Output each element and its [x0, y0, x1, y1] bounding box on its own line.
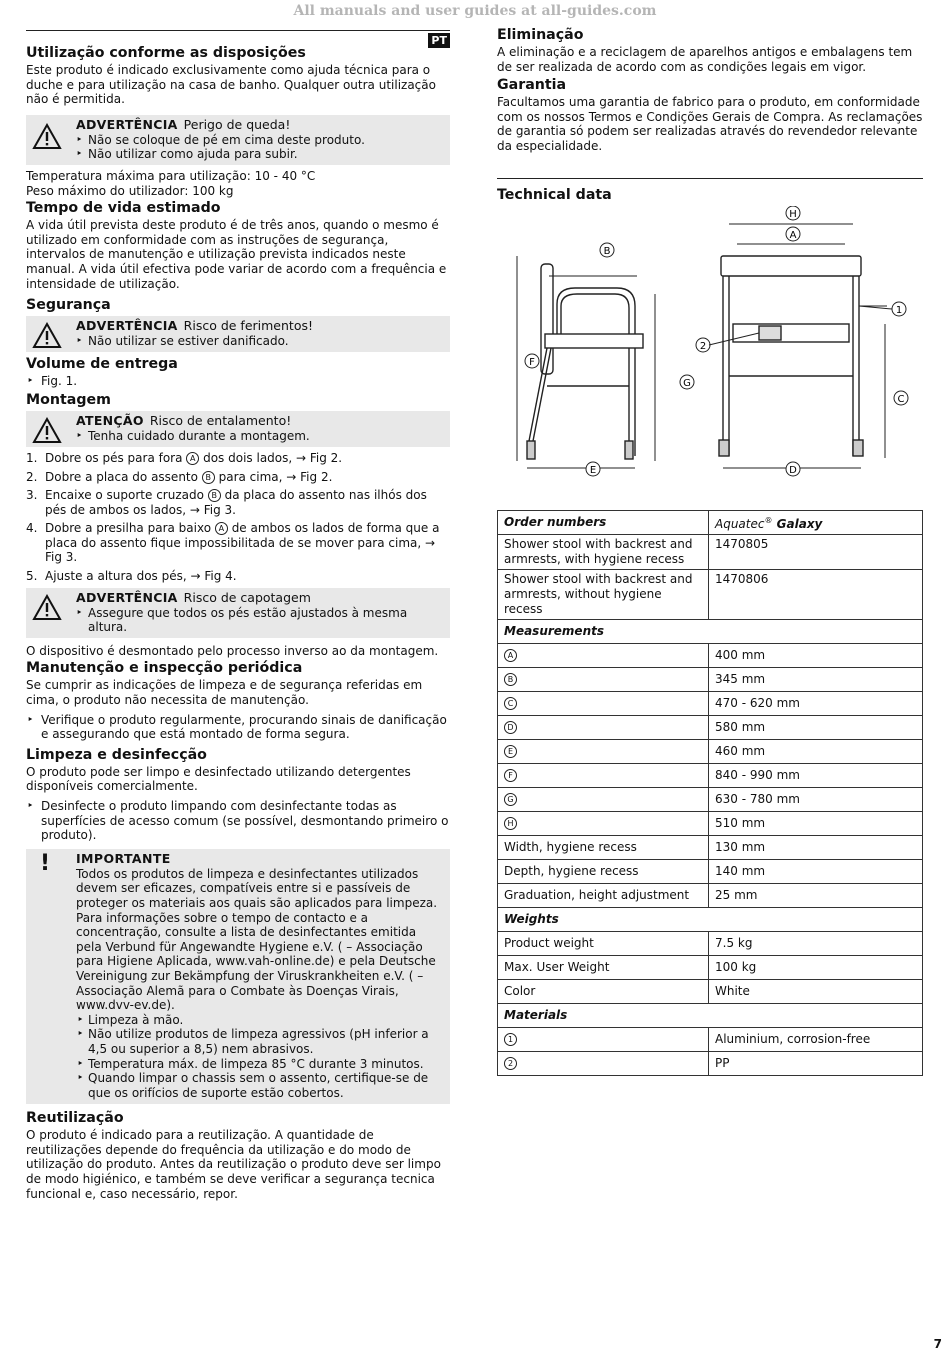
spec-label: Product weight	[498, 931, 709, 955]
warning-tipping	[26, 588, 450, 638]
material-value: PP	[709, 1051, 923, 1075]
armrest-frame	[557, 288, 635, 456]
warning-injury	[26, 316, 450, 352]
section-title-delivery: Volume de entrega	[26, 355, 178, 372]
table-row	[498, 1051, 923, 1075]
diagram-label-a: A	[789, 229, 797, 241]
table-row	[498, 715, 923, 739]
caution-bullet: ‣ Tenha cuidado durante a montagem.	[76, 429, 444, 444]
maintenance-bullet: ‣ Verifique o produto regularmente, procurando sinais de danificação e assegurando que está montado de forma segura.	[26, 713, 450, 742]
dimension-value: 510 mm	[709, 811, 923, 835]
table-row	[498, 1027, 923, 1051]
warning-bullet: ‣ Assegure que todos os pés estão ajustados à mesma altura.	[76, 606, 444, 635]
diagram-label-b: B	[603, 245, 611, 257]
measurements-header: Measurements	[498, 619, 923, 643]
table-row	[498, 1003, 923, 1027]
max-temperature: Temperatura máxima para utilização: 10 - 40 °C	[26, 168, 316, 183]
warning-triangle-icon	[32, 417, 62, 444]
table-row	[498, 907, 923, 931]
spec-value: 100 kg	[709, 955, 923, 979]
important-text: Todos os produtos de limpeza e desinfectantes utilizados devem ser eficazes, compatíveis entre si e passíveis de proteger os materiais aos quais são aplicados para limpeza. Para informações sobre o tempo de contacto e a concentração, consulte a lista de desinfectantes emitida pela Verbund für Angewandte Hygiene e.V. ( – Associação para Higiene Aplicada, www.vah-online.de) e pela Deutsche Vereinigung zur Bekämpfung der Viruskrankheiten e.V. ( – Associação Alemã para o Combate às Doenças Virais, www.dvv-ev.de).	[76, 866, 438, 1013]
table-row	[498, 510, 923, 534]
right-column	[497, 27, 923, 1076]
spec-label: Color	[498, 979, 709, 1003]
assembly-step: 4. Dobre a presilha para baixo A de ambos os lados de forma que a placa do assento fique impossibilitada de se mover para cima, → Fig 3.	[26, 521, 440, 565]
spec-value: White	[709, 979, 923, 1003]
section-title-disposal: Eliminação	[497, 27, 584, 43]
diagram-label-1: 1	[895, 304, 903, 316]
important-box	[26, 849, 450, 1105]
cleaning-text: O produto pode ser limpo e desinfectado utilizando detergentes disponíveis comercialmente.	[26, 764, 411, 794]
lifetime-text: A vida útil prevista deste produto é de três anos, quando o mesmo é utilizado em conformidade com as instruções de segurança, intervalos de manutenção e utilização prevista indicados neste manual. A vida útil efectiva pode variar de acordo com a frequência e intensidade de utilização.	[26, 218, 447, 291]
backrest-side	[541, 264, 553, 374]
order-number: 1470806	[709, 569, 923, 619]
material-key: 1	[504, 1033, 517, 1046]
spec-value: 130 mm	[709, 835, 923, 859]
warning-label: ADVERTÊNCIA	[76, 589, 178, 605]
dimension-value: 470 - 620 mm	[709, 691, 923, 715]
table-row	[498, 811, 923, 835]
language-badge: PT	[428, 33, 450, 48]
warning-bullet: ‣ Não utilizar se estiver danificado.	[76, 334, 444, 349]
spec-value: 140 mm	[709, 859, 923, 883]
dimension-key: D	[504, 721, 517, 734]
seat-front	[733, 324, 849, 342]
backrest-front	[721, 256, 861, 276]
warning-triangle-icon	[32, 123, 62, 150]
important-label: IMPORTANTE	[76, 850, 171, 866]
diagram-label-e: E	[589, 464, 597, 476]
left-column	[26, 30, 450, 1201]
dimension-key: C	[504, 697, 517, 710]
product-name: Aquatec® Galaxy	[709, 510, 923, 534]
top-rule	[26, 30, 450, 47]
section-title-warranty: Garantia	[497, 77, 567, 94]
diagram-label-d: D	[789, 464, 797, 476]
dimension-key: A	[504, 649, 517, 662]
dimension-value: 460 mm	[709, 739, 923, 763]
warning-text: Perigo de queda!	[183, 116, 291, 132]
dimension-key: F	[504, 769, 517, 782]
caution-text: Risco de entalamento!	[149, 413, 292, 429]
material-key: 2	[504, 1057, 517, 1070]
table-row	[498, 763, 923, 787]
section-title-reuse: Reutilização	[26, 1110, 124, 1127]
diagram-label-2: 2	[699, 340, 707, 352]
dimension-value: 630 - 780 mm	[709, 787, 923, 811]
delivery-bullet: ‣ Fig. 1.	[26, 374, 450, 389]
exclamation-icon: !	[40, 850, 51, 876]
table-row	[498, 859, 923, 883]
weights-header: Weights	[498, 907, 923, 931]
order-number: 1470805	[709, 534, 923, 569]
material-value: Aluminium, corrosion-free	[709, 1027, 923, 1051]
spec-value: 7.5 kg	[709, 931, 923, 955]
table-row	[498, 979, 923, 1003]
table-row	[498, 691, 923, 715]
table-row	[498, 619, 923, 643]
caution-label: ATENÇÃO	[76, 413, 144, 429]
section-title-assembly: Montagem	[26, 392, 111, 409]
section-divider	[497, 178, 923, 179]
assembly-step: 5. Ajuste a altura dos pés, → Fig 4.	[26, 569, 237, 584]
dimension-value: 840 - 990 mm	[709, 763, 923, 787]
disposal-text: A eliminação e a reciclagem de aparelhos antigos e embalagens tem de ser realizada de acordo com as condições legais em vigor.	[497, 45, 913, 74]
warning-triangle-icon	[32, 322, 62, 349]
reuse-text: O produto é indicado para a reutilização. A quantidade de reutilizações depende do frequência da utilização e do modo de utilização do produto. Antes da reutilização o produto deve ser limpo de modo higiénico, e também se deve verificar a segurança tecnica funcional e, caso necessário, repor.	[26, 1128, 441, 1201]
warning-bullet: ‣ Não se coloque de pé em cima deste produto.	[76, 133, 444, 148]
important-bullet: ‣ Temperatura máx. de limpeza 85 °C durante 3 minutos.	[76, 1057, 444, 1072]
table-row	[498, 534, 923, 569]
page-number: 7	[933, 1337, 942, 1351]
technical-data-title: Technical data	[497, 186, 612, 203]
spec-label: Width, hygiene recess	[498, 835, 709, 859]
assembly-step: 2. Dobre a placa do assento B para cima, → Fig 2.	[26, 469, 333, 484]
caution-pinching	[26, 411, 450, 447]
assembly-step: 1. Dobre os pés para fora A dos dois lados, → Fig 2.	[26, 450, 343, 465]
important-bullet: ‣ Quando limpar o chassis sem o assento, certifique-se de que os orifícios de suporte estão cobertos.	[76, 1071, 444, 1100]
max-user-weight: Peso máximo do utilizador: 100 kg	[26, 183, 234, 198]
dismantle-text: O dispositivo é desmontado pelo processo inverso ao da montagem.	[26, 643, 439, 658]
assembly-step: 3. Encaixe o suporte cruzado B da placa do assento nas ilhós dos pés de ambos os lados, → Fig 3.	[26, 488, 427, 517]
order-numbers-header: Order numbers	[498, 510, 709, 534]
seat-side	[545, 334, 643, 348]
assembly-steps	[26, 451, 450, 584]
diagram-label-c: C	[897, 393, 905, 405]
table-row	[498, 787, 923, 811]
warning-text: Risco de capotagem	[183, 589, 311, 605]
dimension-value: 345 mm	[709, 667, 923, 691]
section-title-intended-use: Utilização conforme as disposições	[26, 45, 306, 61]
technical-data-table	[497, 510, 923, 1076]
section-title-cleaning: Limpeza e desinfecção	[26, 746, 207, 763]
dimension-key: G	[504, 793, 517, 806]
cleaning-bullet: ‣ Desinfecte o produto limpando com desinfectante todas as superfícies de acesso comum (se possível, desmontando primeiro o produto).	[26, 799, 450, 843]
section-title-lifetime: Tempo de vida estimado	[26, 200, 221, 217]
important-bullet: ‣ Limpeza à mão.	[76, 1013, 444, 1028]
diagram-label-f: F	[529, 356, 535, 368]
section-title-maintenance: Manutenção e inspecção periódica	[26, 660, 303, 677]
dimension-key: H	[504, 817, 517, 830]
table-row	[498, 739, 923, 763]
important-bullet: ‣ Não utilize produtos de limpeza agressivos (pH inferior a 4,5 ou superior a 8,5) nem abrasivos.	[76, 1027, 444, 1056]
warning-label: ADVERTÊNCIA	[76, 318, 178, 334]
spec-label: Graduation, height adjustment	[498, 883, 709, 907]
warranty-text: Facultamos uma garantia de fabrico para o produto, em conformidade com os nossos Termos e Condições Gerais de Compra. As reclamações de garantia só podem ser realizadas através do revendedor relevante da especialidade.	[497, 95, 923, 153]
warning-text: Risco de ferimentos!	[183, 318, 313, 334]
warning-triangle-icon	[32, 594, 62, 621]
product-variant: Shower stool with backrest and armrests, without hygiene recess	[498, 569, 709, 619]
watermark: All manuals and user guides at all-guides.com	[293, 3, 657, 19]
diagram-label-g: G	[683, 377, 691, 389]
warning-label: ADVERTÊNCIA	[76, 116, 178, 132]
table-row	[498, 883, 923, 907]
materials-header: Materials	[498, 1003, 923, 1027]
table-row	[498, 955, 923, 979]
table-row	[498, 835, 923, 859]
spec-label: Depth, hygiene recess	[498, 859, 709, 883]
dimension-diagram	[497, 206, 923, 506]
table-row	[498, 643, 923, 667]
maintenance-text: Se cumprir as indicações de limpeza e de segurança referidas em cima, o produto não necessita de manutenção.	[26, 678, 423, 708]
warning-fall	[26, 115, 450, 165]
product-variant: Shower stool with backrest and armrests, with hygiene recess	[498, 534, 709, 569]
warning-bullet: ‣ Não utilizar como ajuda para subir.	[76, 147, 444, 162]
section-title-safety: Segurança	[26, 297, 111, 314]
dimension-value: 580 mm	[709, 715, 923, 739]
diagram-label-h: H	[789, 208, 797, 220]
table-row	[498, 667, 923, 691]
intended-use-text: Este produto é indicado exclusivamente como ajuda técnica para o duche e para utilização na casa de banho. Qualquer outra utilização não é permitida.	[26, 63, 436, 107]
dimension-key: E	[504, 745, 517, 758]
table-row	[498, 569, 923, 619]
dimension-value: 400 mm	[709, 643, 923, 667]
table-row	[498, 931, 923, 955]
dimension-key: B	[504, 673, 517, 686]
spec-value: 25 mm	[709, 883, 923, 907]
spec-label: Max. User Weight	[498, 955, 709, 979]
